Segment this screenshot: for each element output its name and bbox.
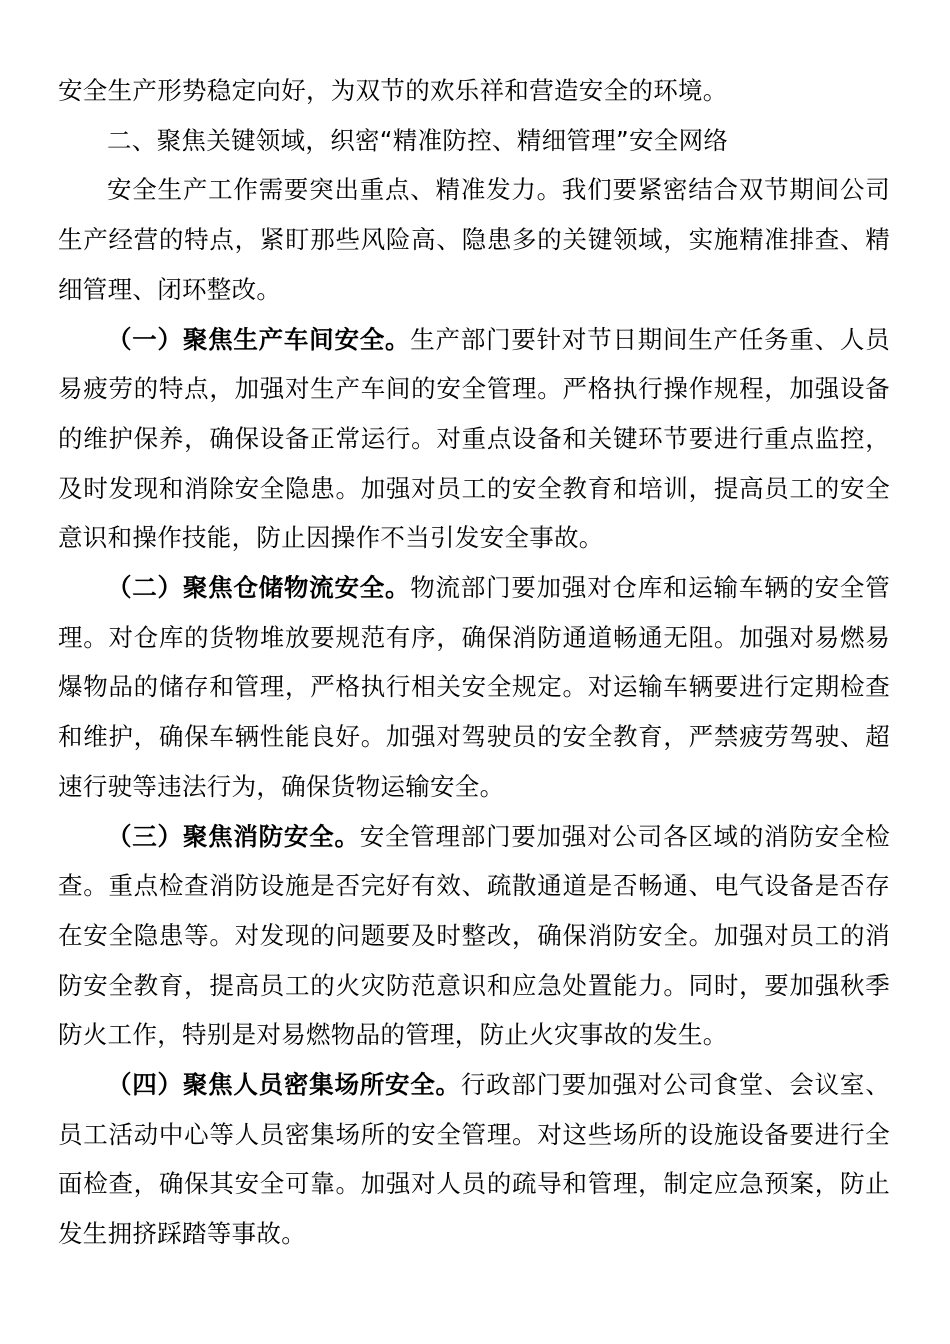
subsection-crowded-places	[58, 1060, 890, 1259]
paragraph-text: 物流部门要加强对仓库和运输车辆的安全管理。对仓库的货物堆放要规范有序，确保消防通道畅通无阻。加强对易燃易爆物品的储存和管理，严格执行相关安全规定。对运输车辆要进行定期检查和维护，确保车辆性能良好。加强对驾驶员的安全教育，严禁疲劳驾驶、超速行驶等违法行为，确保货物运输安全。	[58, 573, 890, 801]
document-body	[58, 66, 890, 1259]
section-heading	[58, 116, 890, 166]
paragraph-text: 安全生产形势稳定向好，为双节的欢乐祥和营造安全的环境。	[58, 76, 728, 105]
paragraph-text: 安全管理部门要加强对公司各区域的消防安全检查。重点检查消防设施是否完好有效、疏散通道是否畅通、电气设备是否存在安全隐患等。对发现的问题要及时整改，确保消防安全。加强对员工的消防安全教育，提高员工的火灾防范意识和应急处置能力。同时，要加强秋季防火工作，特别是对易燃物品的管理，防止火灾事故的发生。	[58, 821, 890, 1050]
paragraph-text: 生产部门要针对节日期间生产任务重、人员易疲劳的特点，加强对生产车间的安全管理。严格执行操作规程，加强设备的维护保养，确保设备正常运行。对重点设备和关键环节要进行重点监控，及时发现和消除安全隐患。加强对员工的安全教育和培训，提高员工的安全意识和操作技能，防止因操作不当引发安全事故。	[58, 324, 890, 553]
paragraph-text: 安全生产工作需要突出重点、精准发力。我们要紧密结合双节期间公司生产经营的特点，紧盯那些风险高、隐患多的关键领域，实施精准排查、精细管理、闭环整改。	[58, 175, 890, 304]
paragraph-continuation	[58, 66, 890, 116]
section-heading-text: 二、聚焦关键领域，织密“精准防控、精细管理”安全网络	[107, 125, 729, 155]
subsection-production-workshop	[58, 315, 890, 564]
section-intro-paragraph	[58, 165, 890, 314]
subsection-lead: （一）聚焦生产车间安全。	[107, 324, 411, 354]
subsection-warehouse-logistics	[58, 563, 890, 812]
subsection-fire-safety	[58, 812, 890, 1061]
subsection-lead: （四）聚焦人员密集场所安全。	[107, 1070, 461, 1100]
subsection-lead: （二）聚焦仓储物流安全。	[107, 573, 411, 603]
subsection-lead: （三）聚焦消防安全。	[107, 821, 360, 851]
paragraph-text: 行政部门要加强对公司食堂、会议室、员工活动中心等人员密集场所的安全管理。对这些场所的设施设备要进行全面检查，确保其安全可靠。加强对人员的疏导和管理，制定应急预案，防止发生拥挤踩踏等事故。	[58, 1070, 890, 1249]
